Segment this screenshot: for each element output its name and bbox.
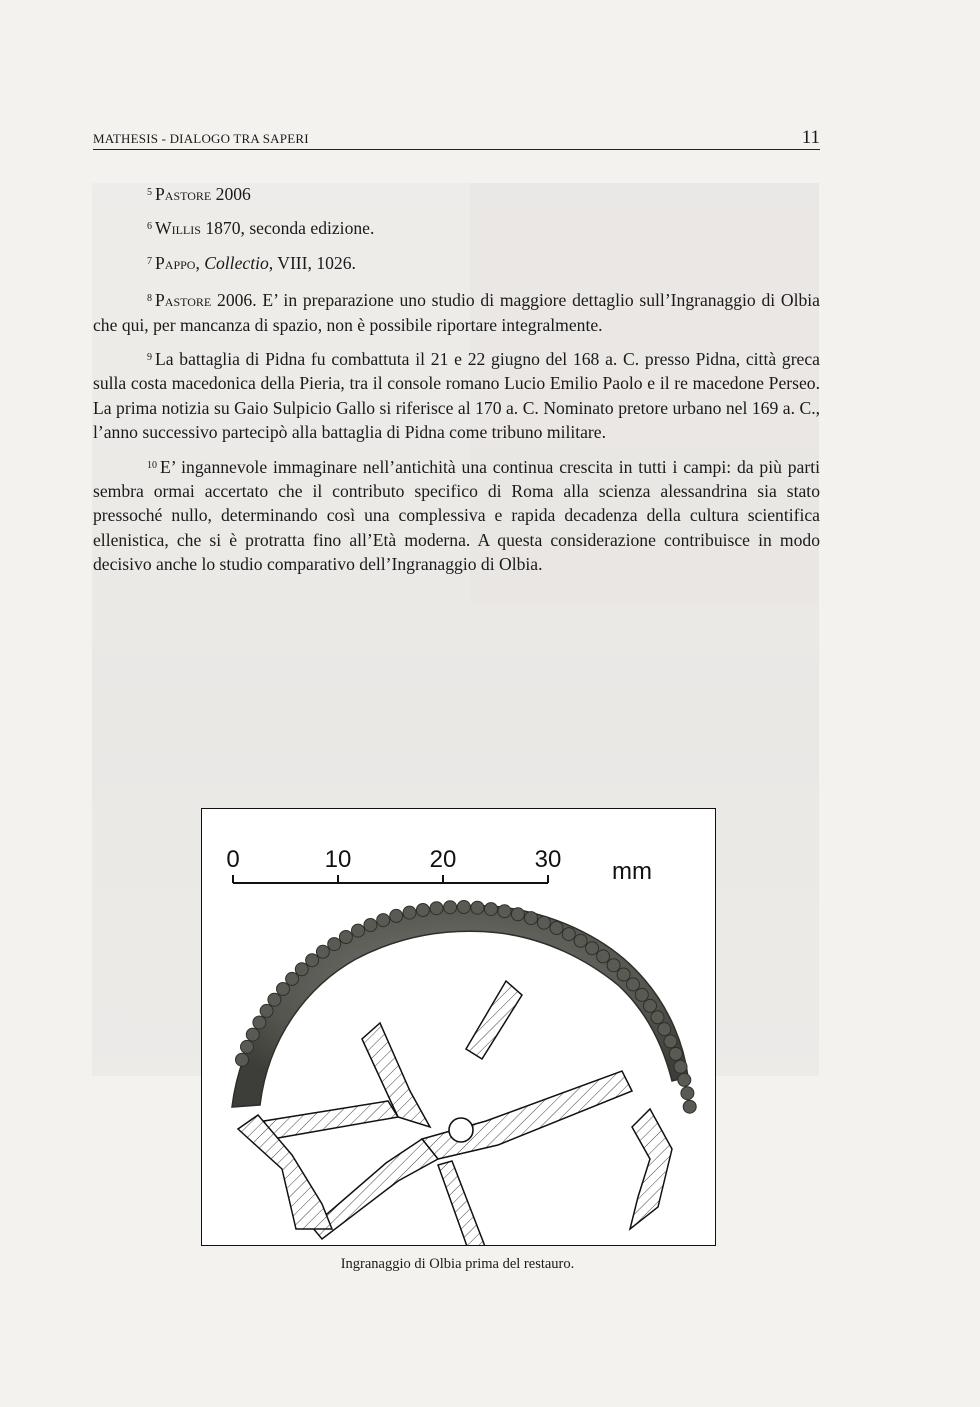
gear-tooth bbox=[617, 968, 630, 981]
footnote-8 bbox=[93, 287, 820, 337]
gear-tooth bbox=[444, 901, 457, 914]
scale-label-30: 30 bbox=[534, 846, 562, 873]
page-header bbox=[93, 129, 820, 150]
footnote-text: E’ ingannevole immaginare nell’antichità una continua crescita in tutti i campi: da più parti sembra ormai accertato che il contributo specifico di Roma alla scienza alessandrina sia stato pressoché nullo, determinando così una complessiva e rapida decadenza della cultura scientifica ellenistica, che si è protratta fino all’Età moderna. A questa considerazione contribuisce in modo decisivo anche lo studio comparativo dell’Ingranaggio di Olbia. bbox=[93, 456, 820, 575]
footnote-number: 6 bbox=[147, 221, 152, 233]
footnote-work-title: Collectio bbox=[204, 252, 269, 273]
gear-tooth bbox=[607, 959, 620, 972]
gear-tooth bbox=[316, 945, 329, 958]
gear-tooth bbox=[664, 1035, 677, 1048]
gear-tooth bbox=[678, 1073, 691, 1086]
gear-tooth bbox=[471, 901, 484, 914]
footnote-author: Pastore bbox=[155, 184, 212, 204]
gear-tooth bbox=[364, 919, 377, 932]
footnote-author: Pastore bbox=[155, 290, 212, 311]
gear-tooth bbox=[295, 963, 308, 976]
gear-tooth bbox=[669, 1047, 682, 1060]
gear-tooth bbox=[246, 1028, 259, 1041]
scale-label-10: 10 bbox=[324, 846, 352, 873]
gear-tooth bbox=[328, 938, 341, 951]
footnote-6 bbox=[93, 215, 820, 240]
footnote-number: 10 bbox=[147, 459, 157, 471]
gear-tooth bbox=[651, 1011, 664, 1024]
gear-tooth bbox=[241, 1040, 254, 1053]
scale-bar bbox=[226, 846, 652, 885]
gear-tooth bbox=[498, 905, 511, 918]
gear-tooth bbox=[403, 906, 416, 919]
reconstructed-spokes bbox=[238, 981, 672, 1245]
footnote-7: $^7$ Pappo, Collectio, VIII, 1026. bbox=[147, 252, 356, 273]
gear-tooth bbox=[525, 912, 538, 925]
page-number: 11 bbox=[801, 127, 820, 148]
gear-tooth bbox=[511, 908, 524, 921]
gear-tooth bbox=[430, 902, 443, 915]
gear-tooth bbox=[597, 950, 610, 963]
footnote-5 bbox=[93, 181, 820, 206]
gear-tooth bbox=[306, 954, 319, 967]
footnote-text: 2006. E’ in preparazione uno studio di maggiore dettaglio sull’Ingranaggio di Olbia che qui, per mancanza di spazio, non è possibile riportare integralmente. bbox=[93, 290, 820, 335]
gear-tooth bbox=[635, 988, 648, 1001]
gear-tooth bbox=[268, 993, 281, 1006]
gear-tooth bbox=[339, 931, 352, 944]
footnote-number: 8 bbox=[147, 293, 152, 305]
gear-tooth bbox=[416, 904, 429, 917]
gear-tooth bbox=[627, 978, 640, 991]
footnote-number: 7 bbox=[147, 255, 152, 267]
gear-figure bbox=[201, 808, 716, 1246]
footnote-author: Willis bbox=[155, 218, 201, 239]
gear-tooth bbox=[485, 903, 498, 916]
gear-tooth bbox=[352, 924, 365, 937]
footnote-text: 2006 bbox=[211, 184, 251, 204]
gear-tooth bbox=[586, 942, 599, 955]
footnote-number: 9 bbox=[147, 352, 152, 364]
gear-tooth bbox=[377, 914, 390, 927]
gear-tooth bbox=[457, 901, 470, 914]
scale-label-20: 20 bbox=[429, 846, 457, 873]
footnotes bbox=[93, 181, 820, 586]
gear-tooth bbox=[260, 1004, 273, 1017]
figure-caption: Ingranaggio di Olbia prima del restauro. bbox=[340, 1256, 575, 1272]
gear-tooth bbox=[562, 928, 575, 941]
gear-tooth bbox=[658, 1023, 671, 1036]
gear-tooth bbox=[286, 972, 299, 985]
gear-tooth bbox=[537, 916, 550, 929]
footnote-text: 1870, seconda edizione. bbox=[200, 218, 375, 239]
gear-tooth bbox=[550, 922, 563, 935]
gear-tooth bbox=[277, 983, 290, 996]
gear-tooth bbox=[681, 1087, 694, 1100]
running-title: MATHESIS - DIALOGO TRA SAPERI bbox=[93, 131, 309, 146]
gear-tooth bbox=[674, 1060, 687, 1073]
gear-illustration bbox=[202, 809, 715, 1245]
gear-hub-hole bbox=[449, 1118, 473, 1142]
footnote-number: 5 bbox=[147, 187, 152, 198]
scale-label-0: 0 bbox=[226, 846, 240, 873]
gear-tooth bbox=[644, 999, 657, 1012]
footnote-9 bbox=[93, 346, 820, 445]
footnote-author: Pappo bbox=[155, 252, 196, 273]
footnote-text: , VIII, 1026. bbox=[268, 252, 356, 273]
gear-tooth bbox=[253, 1016, 266, 1029]
gear-tooth bbox=[574, 934, 587, 947]
footnote-text: La battaglia di Pidna fu combattuta il 21 e 22 giugno del 168 a. C. presso Pidna, città greca sulla costa macedonica della Pieria, tra il console romano Lucio Emilio Paolo e il re macedone Perseo. La prima notizia su Gaio Sulpicio Gallo si riferisce al 170 a. C. Nominato pretore urbano nel 169 a. C., l’anno successivo partecipò alla battaglia di Pidna come tribuno militare. bbox=[93, 349, 820, 443]
footnote-10 bbox=[93, 454, 820, 577]
gear-tooth bbox=[683, 1100, 696, 1113]
scale-unit: mm bbox=[612, 858, 652, 885]
gear-tooth bbox=[236, 1053, 249, 1066]
gear-tooth bbox=[390, 909, 403, 922]
